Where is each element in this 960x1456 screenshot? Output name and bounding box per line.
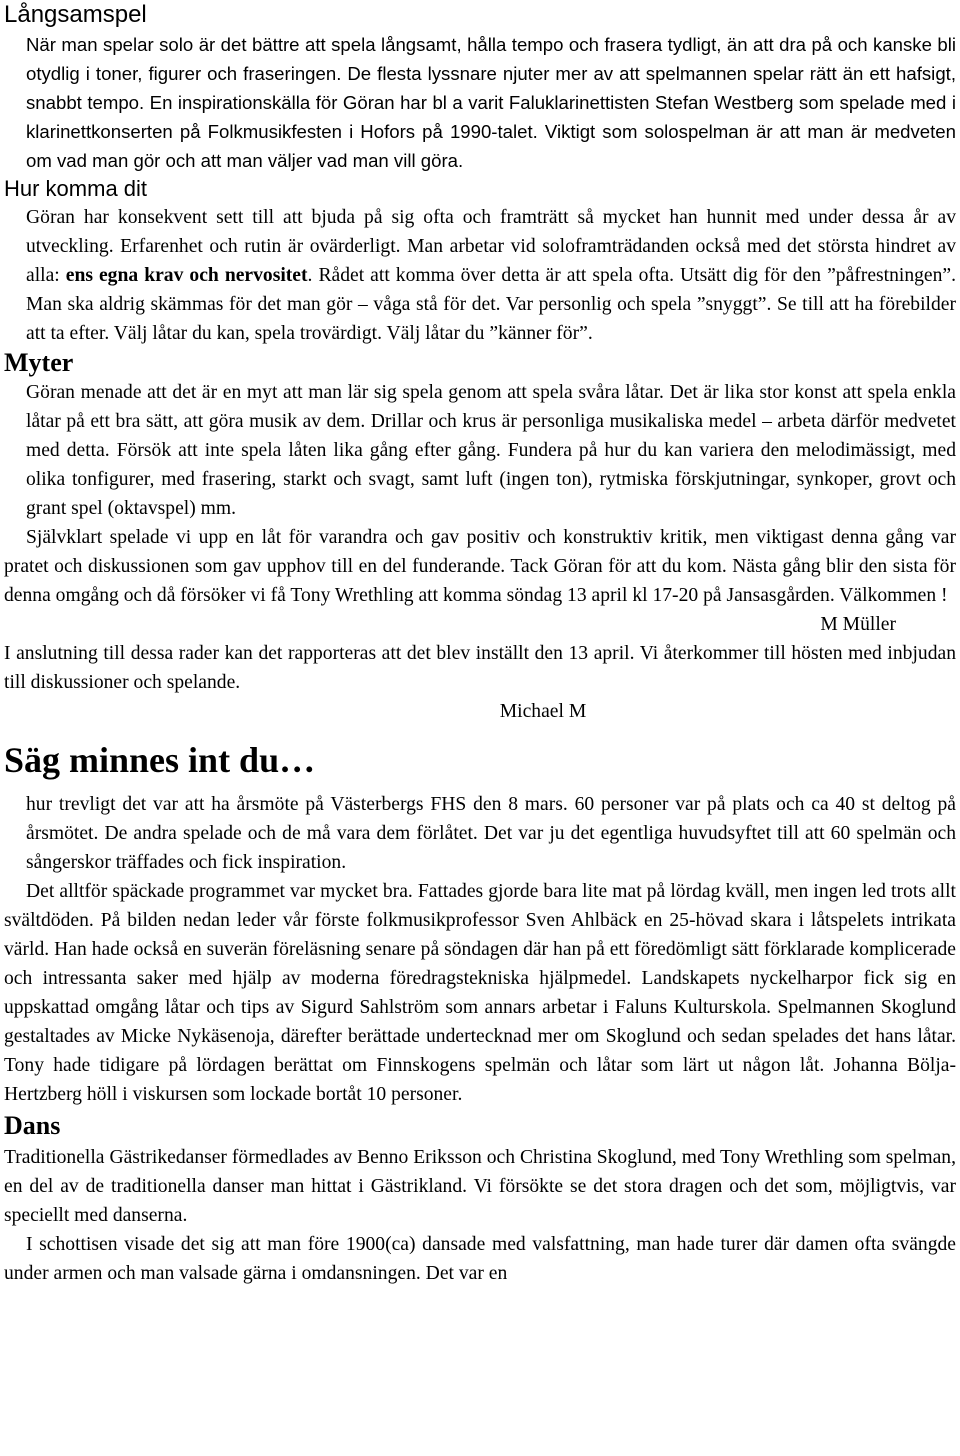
signature-michael-m: Michael M xyxy=(499,701,587,722)
text-before-bold: Göran har konsekvent sett till att bjuda på sig ofta och framträtt så mycket han hunnit med under dessa år av utveckling. Erfarenhet och rutin är ovärderligt. Man arbetar vid soloframträdanden också med det största hindret av alla: xyxy=(26,207,956,286)
heading-langsamspel: Långsamspel xyxy=(4,1,147,28)
heading-sag-minnes-int-du: Säg minnes int du… xyxy=(4,740,316,780)
heading-myter: Myter xyxy=(4,348,74,377)
paragraph-myter-2 xyxy=(4,523,956,635)
heading-dans: Dans xyxy=(4,1111,61,1140)
paragraph-myter-2-text: Självklart spelade vi upp en låt för varandra och gav positiv och konstruktiv kritik, men viktigast denna gång var pratet och diskussionen som gav upphov till en del funderande. Tack Göran för att du kom. Nästa gång blir den sista för denna omgång och då försöker vi få Tony Wrethling att komma söndag 13 april kl 17-20 på Jansasgården. Välkommen ! xyxy=(4,527,956,606)
paragraph-sag-minnes-1: hur trevligt det var att ha årsmöte på Västerbergs FHS den 8 mars. 60 personer var på plats och ca 40 st deltog på årsmötet. De andra spelade och de må vara dem förlåtet. Det var ju det egentliga huvudsyftet till att 60 spelmän och sångerskor träffades och fick inspiration. xyxy=(26,794,956,873)
signature-m-muller: M Müller xyxy=(820,614,896,635)
document-page xyxy=(4,0,956,1288)
paragraph-dans-1: Traditionella Gästrikedanser förmedlades av Benno Eriksson och Christina Skoglund, med Tony Wrethling som spelman, en del av de traditionella danser man hittat i Gästrikland. Vi försökte se det stora dragen och det som, möjligtvis, var speciellt med danserna. xyxy=(4,1147,956,1226)
paragraph-langsamspel: När man spelar solo är det bättre att spela långsamt, hålla tempo och frasera tydligt, än att dra på och kanske bli otydlig i toner, figurer och fraseringen. De flesta lyssnare njuter mer av att spelmannen spelar rätt än ett hafsigt, snabbt tempo. En inspirationskälla för Göran har bl a varit Faluklarinettisten Stefan Westberg som spelade med i klarinettkonserten på Folkmusikfesten i Hofors på 1990-talet. Viktigt som solospelman är att man är medveten om vad man gör och att man väljer vad man vill göra. xyxy=(26,34,956,171)
text-after-bold: . Rådet att komma över detta är att spela ofta. Utsätt dig för den ”påfrestningen”. Man ska aldrig skämmas för det man gör – våga stå för det. Var personlig och spela ”snyggt”. Se till att ha förebilder att ta efter. Välj låtar du kan, spela trovärdigt. Välj låtar du ”känner för”. xyxy=(26,265,957,344)
paragraph-myter-3: I anslutning till dessa rader kan det rapporteras att det blev inställt den 13 april. Vi återkommer till hösten med inbjudan till diskussioner och spelande. xyxy=(4,643,956,693)
paragraph-dans-2: I schottisen visade det sig att man före 1900(ca) dansade med valsfattning, man hade turer där damen ofta svängde under armen och man valsade gärna i omdansningen. Det var en xyxy=(4,1234,956,1284)
paragraph-myter-1: Göran menade att det är en myt att man lär sig spela genom att spela svåra låtar. Det är lika stor konst att spela enkla låtar på ett bra sätt, att göra musik av dem. Drillar och krus är personliga musikaliska medel – arbeta därför medvetet med detta. Försök att inte spela låten lika gång efter gång. Fundera på hur du kan variera den melodimässigt, med olika tonfigurer, med frasering, starkt och svagt, samt luft (ingen ton), rytmiska förskjutningar, synkoper, grovt och grant spel (oktavspel) mm. xyxy=(26,382,956,519)
heading-hur-komma-dit: Hur komma dit xyxy=(4,176,148,201)
paragraph-sag-minnes-2: Det alltför späckade programmet var mycket bra. Fattades gjorde bara lite mat på lördag kväll, men ingen led trots allt svältdöden. På bilden nedan leder vår förste folkmusikprofessor Sven Ahlbäck en 25-hövad skara i låtspelets intrikata värld. Han hade också en suverän föreläsning senare på söndagen där han på ett föredömligt sätt förklarade komplicerade och intressanta saker med hjälp av moderna föredragstekniska hjälpmedel. Landskapets nyckelharpor fick sig en uppskattad omgång låtar och tips av Sigurd Sahlström som annars arbetar i Faluns Kulturskola. Spelmannen Skoglund gestaltades av Micke Nykäsenoja, därefter berättade undertecknad mer om Skoglund och sedan spelades det hans låtar. Tony hade tidigare på lördagen berättat om Finnskogens spelmän och låtar som lärt ut någon låt. Johanna Bölja-Hertzberg höll i viskursen som lockade bortåt 10 personer. xyxy=(4,881,956,1105)
bold-emphasis: ens egna krav och nervositet xyxy=(65,265,308,286)
paragraph-hur-komma-dit xyxy=(4,203,956,348)
